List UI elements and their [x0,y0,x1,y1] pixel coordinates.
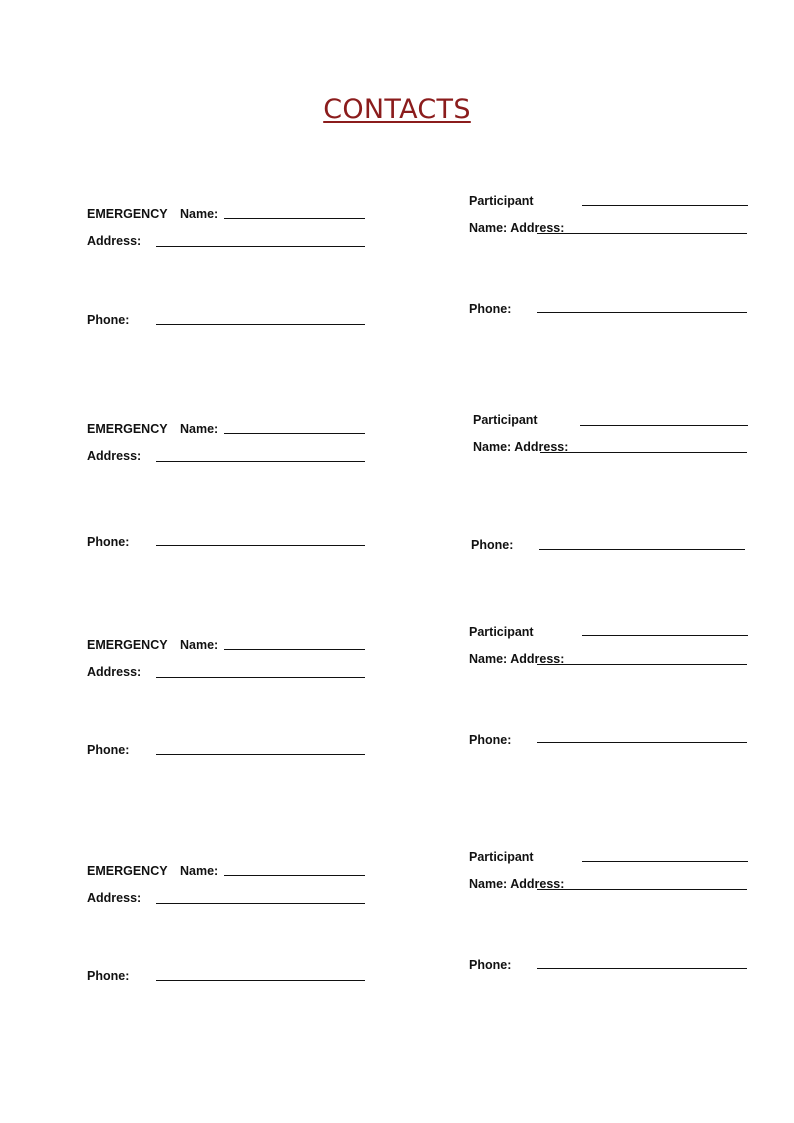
participant-field[interactable] [582,205,748,206]
name-label: Name: [180,422,219,436]
phone-label: Phone: [87,743,130,757]
phone-label: Phone: [87,535,130,549]
address-label: Address: [87,234,142,248]
emergency-label: EMERGENCY [87,864,168,878]
name-address-label: Name: Address: [469,652,565,666]
phone-label: Phone: [87,969,130,983]
phone-label: Phone: [469,302,512,316]
phone-label: Phone: [87,313,130,327]
participant-label: Participant [469,194,534,208]
name-address-field[interactable] [540,452,747,453]
phone-field[interactable] [156,754,365,755]
phone-field[interactable] [156,980,365,981]
name-address-field[interactable] [537,889,747,890]
participant-label: Participant [469,850,534,864]
phone-label: Phone: [471,538,514,552]
phone-field[interactable] [537,312,747,313]
name-label: Name: [180,864,219,878]
phone-field[interactable] [537,742,747,743]
address-field[interactable] [156,903,365,904]
name-field[interactable] [224,218,365,219]
name-label: Name: [180,638,219,652]
participant-field[interactable] [582,635,748,636]
participant-label: Participant [473,413,538,427]
address-label: Address: [87,891,142,905]
name-address-label: Name: Address: [473,440,569,454]
phone-field[interactable] [156,324,365,325]
phone-field[interactable] [537,968,747,969]
name-address-label: Name: Address: [469,221,565,235]
name-address-field[interactable] [537,233,747,234]
participant-label: Participant [469,625,534,639]
name-address-field[interactable] [537,664,747,665]
emergency-label: EMERGENCY [87,207,168,221]
address-label: Address: [87,449,142,463]
page-title: CONTACTS [323,94,471,125]
address-field[interactable] [156,677,365,678]
phone-field[interactable] [539,549,745,550]
name-label: Name: [180,207,219,221]
participant-field[interactable] [580,425,748,426]
name-field[interactable] [224,433,365,434]
address-label: Address: [87,665,142,679]
name-field[interactable] [224,875,365,876]
name-address-label: Name: Address: [469,877,565,891]
phone-label: Phone: [469,733,512,747]
phone-field[interactable] [156,545,365,546]
emergency-label: EMERGENCY [87,638,168,652]
address-field[interactable] [156,246,365,247]
emergency-label: EMERGENCY [87,422,168,436]
phone-label: Phone: [469,958,512,972]
name-field[interactable] [224,649,365,650]
address-field[interactable] [156,461,365,462]
participant-field[interactable] [582,861,748,862]
